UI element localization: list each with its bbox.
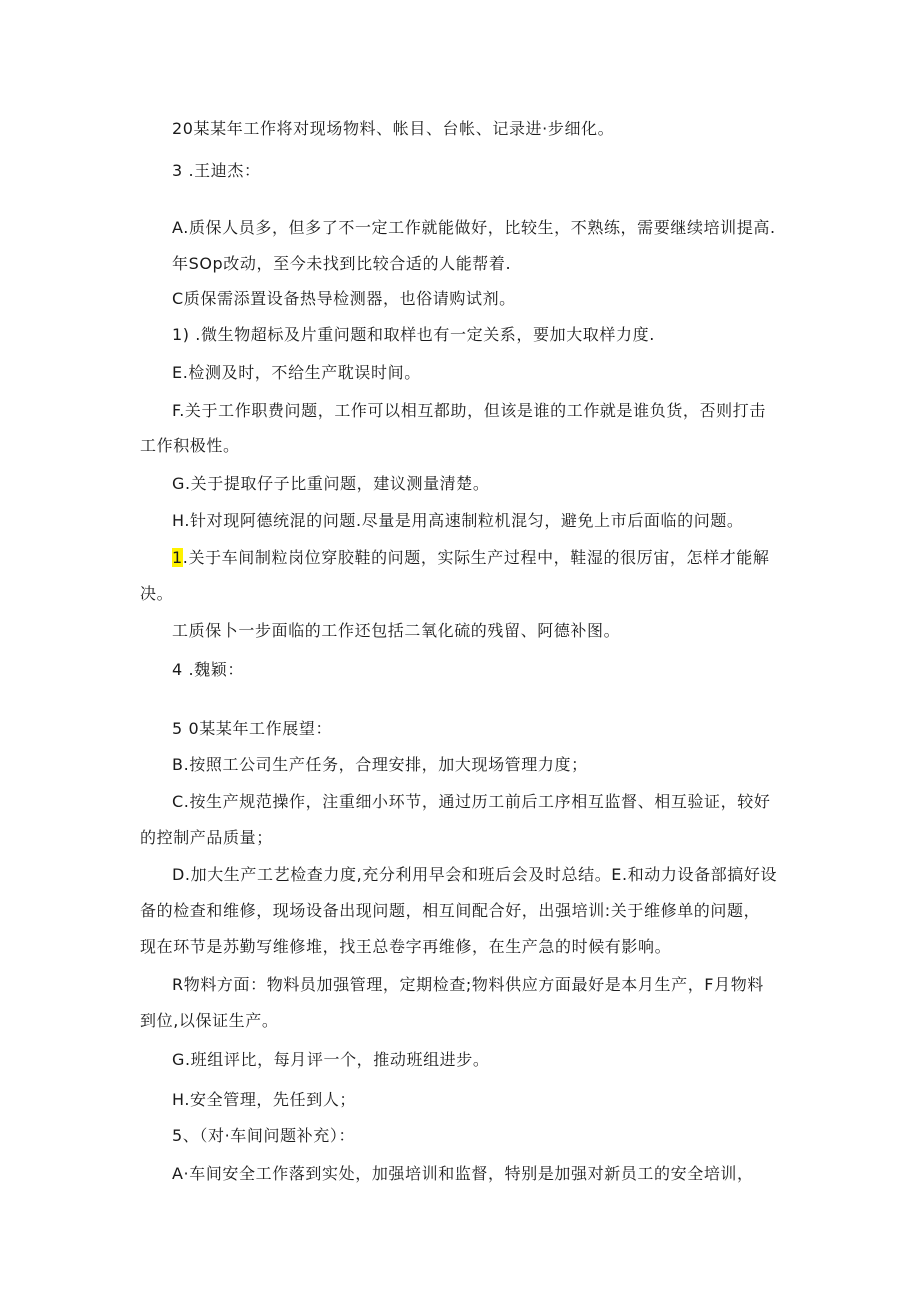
text-line: H.针对现阿德统混的问题.尽量是用高速制粒机混匀，避免上市后面临的问题。 bbox=[172, 511, 744, 530]
section-heading: 3 .王迪杰： bbox=[172, 161, 261, 180]
text-line: C.按生产规范操作，注重细小环节，通过历工前后工序相互监督、相互验证，较好 bbox=[172, 792, 771, 811]
text-line: 决。 bbox=[140, 584, 174, 603]
text-line: 现在环节是苏勤写维修堆，找王总卷字再维修，在生产急的时候有影响。 bbox=[140, 937, 672, 956]
text-line: 5 0某某年工作展望： bbox=[172, 719, 333, 738]
text-line: B.按照工公司生产任务，合理安排，加大现场管理力度； bbox=[172, 755, 588, 774]
text-line: H.安全管理，先任到人； bbox=[172, 1090, 357, 1109]
highlight-marker: 1 bbox=[172, 548, 183, 567]
section-heading: 5、（对·车间问题补充）： bbox=[172, 1126, 356, 1145]
text-span: .关于车间制粒岗位穿胶鞋的问题，实际生产过程中，鞋湿的很厉宙，怎样才能解 bbox=[182, 548, 770, 567]
text-line: 到位,以保证生产。 bbox=[140, 1011, 279, 1030]
text-line: G.关于提取仔子比重问题，建议测量清楚。 bbox=[172, 474, 490, 493]
text-line: R物料方面：物料员加强管理，定期检查;物料供应方面最好是本月生产，F月物料 bbox=[172, 975, 764, 994]
text-line: 工质保卜一步面临的工作还包括二氧化硫的残留、阿德补图。 bbox=[172, 621, 621, 640]
text-line: 年SOp改动，至今未找到比较合适的人能帮着. bbox=[172, 254, 512, 273]
text-line: 20某某年工作将对现场物料、帐目、台帐、记录进·步细化。 bbox=[172, 119, 615, 138]
text-line: 的控制产品质量； bbox=[140, 828, 273, 847]
text-line: G.班组评比，每月评一个，推动班组进步。 bbox=[172, 1050, 490, 1069]
text-line: C质保需添置设备热导检测器，也俗请购试剂。 bbox=[172, 289, 516, 308]
section-heading: 4 .魏颖： bbox=[172, 660, 244, 679]
text-line: 工作积极性。 bbox=[140, 436, 240, 455]
text-line bbox=[172, 548, 769, 568]
text-line: F.关于工作职费问题，工作可以相互都助，但该是谁的工作就是谁负货，否则打击 bbox=[172, 401, 766, 420]
text-line: E.检测及时，不给生产耽误时间。 bbox=[172, 363, 421, 382]
text-line: 备的检查和维修，现场设备出现问题，相互间配合好，出强培训:关于维修单的问题， bbox=[140, 901, 761, 920]
text-line: 1) .微生物超标及片重问题和取样也有一定关系，要加大取样力度. bbox=[172, 325, 655, 344]
text-line: A.质保人员多，但多了不一定工作就能做好，比较生，不熟练，需要继续培训提高. bbox=[172, 218, 776, 237]
text-line: D.加大生产工艺检查力度,充分利用早会和班后会及时总结。E.和动力设备部搞好设 bbox=[172, 865, 778, 884]
text-line: A·车间安全工作落到实处，加强培训和监督，特别是加强对新员工的安全培训， bbox=[172, 1164, 754, 1183]
